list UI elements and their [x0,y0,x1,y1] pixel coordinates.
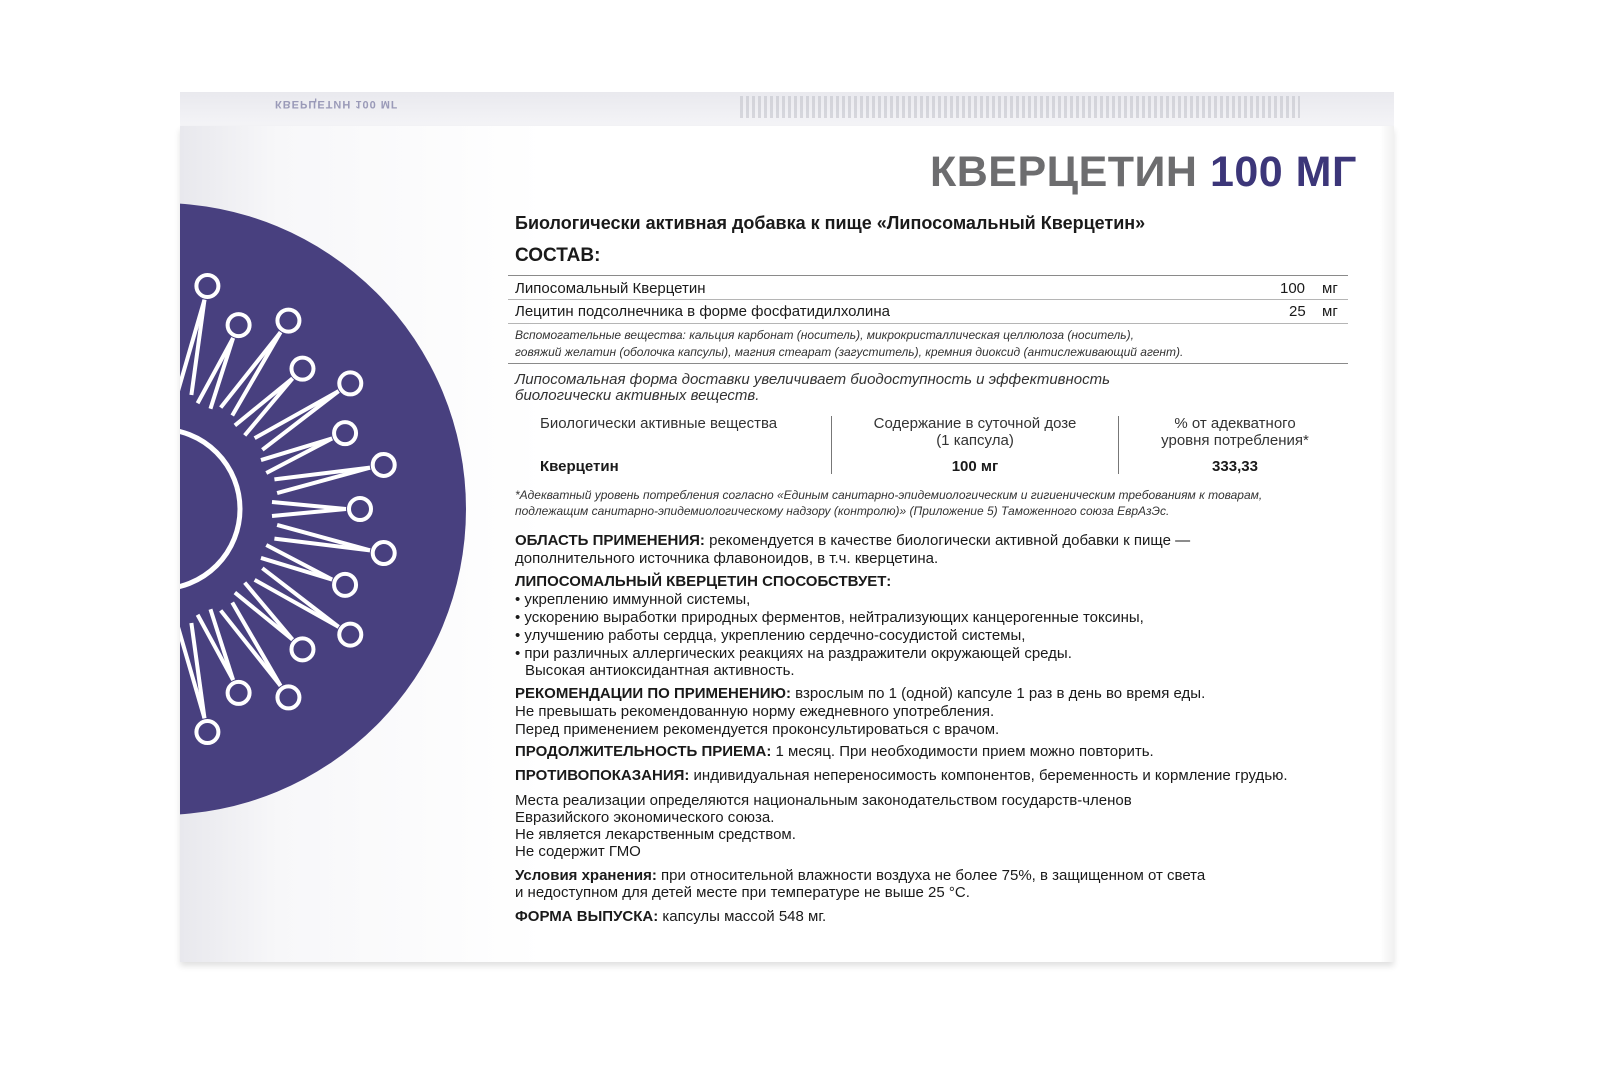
product-title [930,148,1357,197]
liposome-note: биологически активных веществ. [515,387,760,404]
storage-label: Условия хранения: [515,867,657,884]
release-form-section [515,908,826,925]
divider [508,299,1348,300]
product-subtitle: Биологически активная добавка к пище «Липосомальный Кверцетин» [515,213,1146,233]
footnote: подлежащим санитарно-эпидемиологическому надзору (контролю)» (Приложение 5) Таможенного союза ЕврАзЭс. [515,504,1170,518]
composition-row-name: Лецитин подсолнечника в форме фосфатидилхолина [515,303,890,320]
note-line: Не содержит ГМО [515,843,641,860]
release-form-text: капсулы массой 548 мг. [658,908,827,925]
application-label: ОБЛАСТЬ ПРИМЕНЕНИЯ: [515,532,705,549]
table-header-substances: Биологически активные вещества [540,415,778,432]
composition-row-amount: 100 [1280,280,1306,297]
table-divider [1118,416,1119,474]
duration-text: 1 месяц. При необходимости прием можно повторить. [771,743,1154,760]
composition-row-name: Липосомальный Кверцетин [515,280,706,297]
benefit-item: • при различных аллергических реакциях на раздражители окружающей среды. [515,645,1072,662]
composition-row-amount: 25 [1289,303,1306,320]
top-face-title: КВЕРЦЕТИН 100 МГ [275,98,399,110]
table-header-dose: Содержание в суточной дозе (1 капсула) [873,415,1077,449]
note-line: Евразийского экономического союза. [515,809,775,826]
footnote: *Адекватный уровень потребления согласно «Единым санитарно-эпидемиологическим и гигиеническим требованиям к товарам, [515,488,1263,502]
application-section [515,532,1190,549]
liposome-note: Липосомальная форма доставки увеличивает биодоступность и эффективность [515,371,1110,388]
divider [508,275,1348,276]
contraindications-text: индивидуальная непереносимость компонентов, беременность и кормление грудью. [689,767,1288,784]
table-divider [831,416,832,474]
composition-row-unit: мг [1322,280,1338,297]
usage-section [515,685,1205,702]
release-form-label: ФОРМА ВЫПУСКА: [515,908,659,925]
table-header-percent: % от адекватного уровня потребления* [1161,415,1309,449]
storage-text: при относительной влажности воздуха не более 75%, в защищенном от света [656,867,1206,884]
table-cell-dose: 100 мг [951,458,999,475]
box-top-face [180,92,1394,127]
usage-label: РЕКОМЕНДАЦИИ ПО ПРИМЕНЕНИЮ: [515,685,791,702]
benefit-extra: Высокая антиоксидантная активность. [525,662,795,679]
purple-disc [180,203,466,815]
composition-heading: СОСТАВ: [515,245,601,266]
benefits-heading: ЛИПОСОМАЛЬНЫЙ КВЕРЦЕТИН СПОСОБСТВУЕТ: [515,573,892,590]
duration-label: ПРОДОЛЖИТЕЛЬНОСТЬ ПРИЕМА: [515,743,772,760]
contraindications-section [515,767,1288,784]
product-name: КВЕРЦЕТИН [930,148,1198,196]
table-cell-percent: 333,33 [1212,458,1258,475]
divider [508,363,1348,364]
application-text: рекомендуется в качестве биологически активной добавки к пище — [704,532,1191,549]
divider [508,323,1348,324]
usage-text: Перед применением рекомендуется проконсультироваться с врачом. [515,721,1000,738]
contraindications-label: ПРОТИВОПОКАЗАНИЯ: [515,767,690,784]
storage-section [515,867,1205,884]
composition-row-unit: мг [1322,303,1338,320]
benefit-item: • ускорению выработки природных ферментов, нейтрализующих канцерогенные токсины, [515,609,1144,626]
excipients-text: говяжий желатин (оболочка капсулы), магния стеарат (загуститель), кремния диоксид (антислеживающий агент). [515,345,1184,359]
usage-text: взрослым по 1 (одной) капсуле 1 раз в день во время еды. [790,685,1206,702]
benefit-item: • улучшению работы сердца, укреплению сердечно-сосудистой системы, [515,627,1026,644]
liposome-graphic [180,126,480,962]
table-cell-substance: Кверцетин [540,458,619,475]
benefit-item: • укреплению иммунной системы, [515,591,751,608]
usage-text: Не превышать рекомендованную норму ежедневного употребления. [515,703,995,720]
top-face-fine-print [740,96,1300,118]
note-line: Не является лекарственным средством. [515,826,796,843]
note-line: Места реализации определяются национальным законодательством государств-членов [515,792,1132,809]
duration-section [515,743,1154,760]
storage-text: и недоступном для детей месте при температуре не выше 25 °С. [515,884,970,901]
excipients-text: Вспомогательные вещества: кальция карбонат (носитель), микрокристаллическая целлюлоза (носитель), [515,328,1134,342]
product-dose: 100 МГ [1209,148,1357,196]
application-text: дополнительного источника флавоноидов, в т.ч. кверцетина. [515,550,939,567]
